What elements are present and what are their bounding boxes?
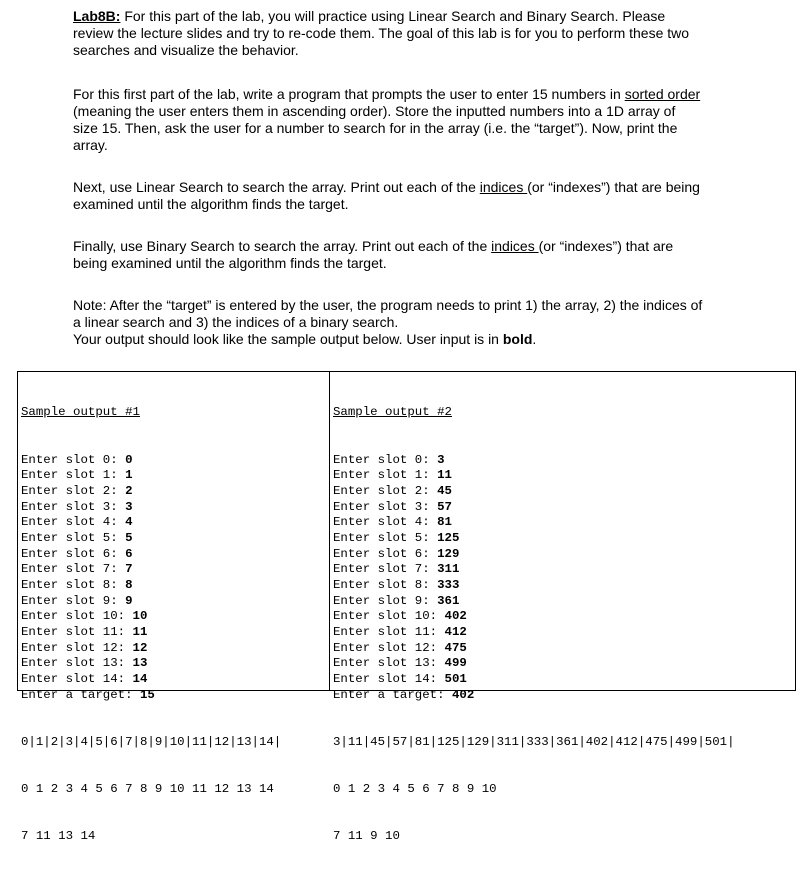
prompt-line [333,500,795,516]
user-input-value: 45 [437,483,452,498]
user-input-value: 3 [437,452,445,467]
user-input-value: 8 [125,578,133,592]
user-input-value: 412 [444,625,467,640]
prompt-line [21,484,329,500]
prompt-label: Enter slot 14: [333,672,445,687]
binary-indices-output: 7 11 9 10 [333,829,400,844]
prompt-label: Enter slot 6: [333,546,438,561]
sample-title: Sample output #2 [333,405,452,420]
binary-search-paragraph [73,238,703,272]
note-line-2 [73,331,703,348]
user-input-value: 11 [437,468,452,483]
sample-title: Sample output #1 [21,405,140,420]
prompt-label: Enter slot 2: [333,483,438,498]
prompt-line [333,641,795,657]
prompt-line [21,547,329,563]
prompt-line [21,672,329,688]
prompt-label: Enter a target: [333,687,452,702]
prompt-line [21,468,329,484]
prompt-line [333,468,795,484]
binary-text-after: (or “indexes”) that are being examined until the algorithm finds the target. [73,238,674,271]
part1-text-after: (meaning the user enters them in ascending order). Store the inputted numbers into a 1D array of size 15. Then, ask the user for a number to search for in the array (i.e. the “target”). Now, print the array. [73,103,678,153]
prompt-label: Enter slot 8: [333,578,438,592]
prompt-label: Enter slot 13: [21,656,133,671]
user-input-value: 12 [132,640,148,655]
prompt-line [21,562,329,578]
user-input-value: 4 [125,515,133,530]
linear-text: Next, use Linear Search to search the array. Print out each of the [73,179,480,195]
prompt-label: Enter slot 1: [21,468,126,483]
user-input-value: 402 [451,687,475,702]
prompt-line [333,531,795,547]
user-input-value: 501 [444,672,467,687]
prompt-label: Enter slot 14: [21,672,133,687]
prompt-line [333,515,795,531]
prompt-label: Enter slot 12: [333,640,445,655]
user-input-value: 3 [125,499,133,514]
prompt-label: Enter a target: [21,687,140,702]
binary-text: Finally, use Binary Search to search the array. Print out each of the [73,238,492,254]
user-input-value: 129 [437,546,460,561]
user-input-value: 2 [125,483,133,498]
user-input-value: 10 [132,609,148,624]
prompt-line [21,609,329,625]
user-input-value: 5 [125,530,133,545]
user-input-value: 0 [125,452,133,467]
prompt-line [333,453,795,469]
prompt-label: Enter slot 0: [21,452,126,467]
sample-output-table [17,371,796,844]
user-input-value: 333 [437,578,460,592]
user-input-value: 7 [125,562,133,577]
prompt-label: Enter slot 12: [21,640,133,655]
prompt-line [333,547,795,563]
prompt-line [333,578,795,594]
indices-emphasis-binary: indices [491,238,539,254]
prompt-label: Enter slot 7: [333,562,438,577]
prompt-line [333,609,795,625]
prompt-line [21,500,329,516]
user-input-value: 1 [125,468,133,483]
prompt-line [333,656,795,672]
linear-text-after: (or “indexes”) that are being examined until the algorithm finds the target. [73,179,700,212]
linear-indices-output: 0 1 2 3 4 5 6 7 8 9 10 11 12 13 14 [21,782,274,796]
prompt-label: Enter slot 10: [21,609,133,624]
note-line-2-text: Your output should look like the sample output below. User input is in [73,331,503,347]
prompt-label: Enter slot 3: [21,499,126,514]
prompt-label: Enter slot 4: [21,515,126,530]
sample-prompts [333,453,795,704]
prompt-label: Enter slot 1: [333,468,438,483]
sample-prompts [21,453,329,704]
prompt-label: Enter slot 0: [333,452,438,467]
sample-output-1 [18,372,330,844]
prompt-line [21,688,329,704]
bold-word: bold [502,331,533,347]
prompt-line [21,578,329,594]
array-output: 3|11|45|57|81|125|129|311|333|361|402|412|475|499|501| [333,734,735,749]
prompt-line [333,672,795,688]
prompt-label: Enter slot 5: [21,530,126,545]
prompt-label: Enter slot 4: [333,515,438,530]
prompt-line [21,453,329,469]
user-input-value: 475 [444,640,467,655]
prompt-label: Enter slot 6: [21,546,126,561]
prompt-line [333,562,795,578]
prompt-line [21,515,329,531]
array-output: 0|1|2|3|4|5|6|7|8|9|10|11|12|13|14| [21,734,282,749]
binary-indices-output: 7 11 13 14 [21,829,96,844]
prompt-line [21,531,329,547]
user-input-value: 57 [437,499,452,514]
prompt-label: Enter slot 8: [21,578,126,592]
prompt-label: Enter slot 11: [21,625,133,640]
user-input-value: 81 [437,515,452,530]
user-input-value: 14 [132,672,148,687]
intro-text: For this part of the lab, you will practice using Linear Search and Binary Search. Please review the lecture slides and try to re-code them. The goal of this lab is for you to perform these two searches and visualize the behavior. [73,8,690,58]
sample-output-2 [330,372,795,844]
prompt-label: Enter slot 10: [333,609,445,624]
user-input-value: 311 [437,562,460,577]
prompt-line [21,594,329,610]
prompt-line [333,688,795,704]
linear-indices-output: 0 1 2 3 4 5 6 7 8 9 10 [333,782,497,796]
prompt-label: Enter slot 9: [21,593,126,608]
user-input-value: 13 [132,656,148,671]
user-input-value: 15 [139,687,155,702]
prompt-line [333,594,795,610]
indices-emphasis-linear: indices [479,179,528,195]
prompt-label: Enter slot 5: [333,530,438,545]
prompt-line [21,656,329,672]
prompt-label: Enter slot 3: [333,499,438,514]
linear-search-paragraph [73,179,703,213]
sorted-order-emphasis: sorted order [624,86,701,102]
prompt-label: Enter slot 7: [21,562,126,577]
prompt-label: Enter slot 11: [333,625,445,640]
user-input-value: 402 [444,609,467,624]
prompt-line [333,625,795,641]
part1-text: For this first part of the lab, write a program that prompts the user to enter 15 numbers in [73,86,625,102]
prompt-label: Enter slot 9: [333,593,438,608]
prompt-line [333,484,795,500]
user-input-value: 125 [437,530,460,545]
user-input-value: 361 [437,593,460,608]
user-input-value: 9 [125,593,133,608]
prompt-label: Enter slot 2: [21,483,126,498]
note-line-1: Note: After the “target” is entered by the user, the program needs to print 1) the array, 2) the indices of a linear search and 3) the indices of a binary search. [73,297,703,330]
lab-label: Lab8B: [73,8,121,24]
prompt-line [21,625,329,641]
user-input-value: 499 [444,656,467,671]
user-input-value: 11 [132,625,148,640]
prompt-line [21,641,329,657]
user-input-value: 6 [125,546,133,561]
note-line-2-end: . [532,331,537,347]
instructions [73,8,703,347]
part1-paragraph [73,86,703,154]
prompt-label: Enter slot 13: [333,656,445,671]
intro-paragraph [73,8,703,59]
note-paragraph [73,297,703,348]
